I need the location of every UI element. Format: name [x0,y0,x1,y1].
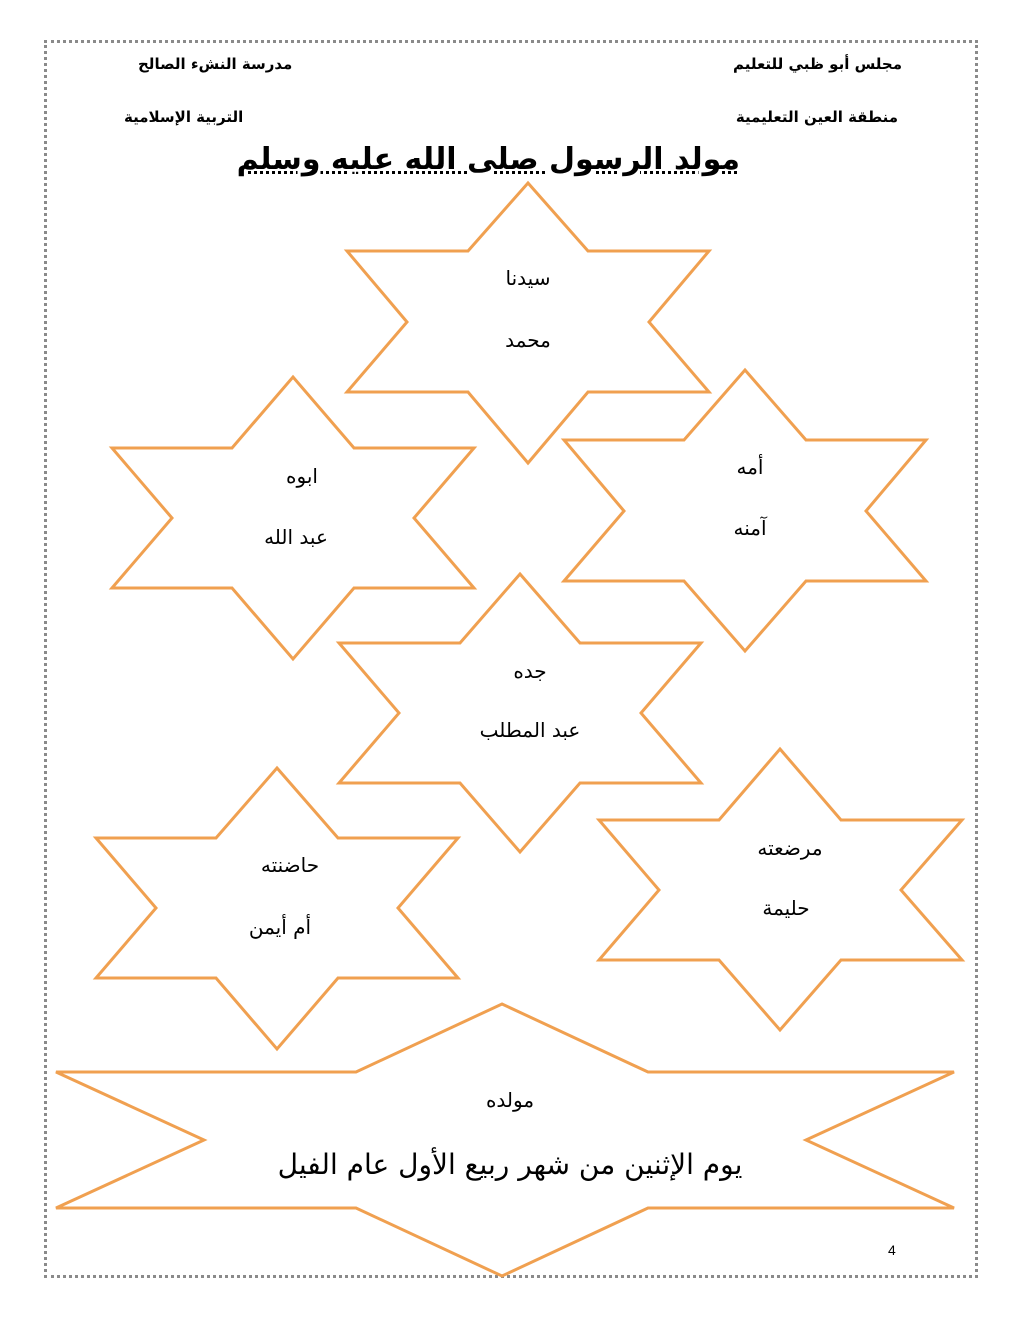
wetnurse-line2: حليمة [762,896,810,920]
star-father [112,377,474,659]
header-subject: التربية الإسلامية [124,108,244,126]
mother-line1: أمه [736,455,764,479]
father-line2: عبد الله [264,525,328,549]
star-prophet [347,183,709,463]
birth-shape [56,1004,954,1276]
star-wetnurse [599,749,962,1030]
header-school: مدرسة النشء الصالح [138,55,293,73]
prophet-line2: محمد [505,328,551,352]
nanny-line1: حاضنته [260,853,320,877]
wetnurse-line1: مرضعته [757,836,823,860]
prophet-line1: سيدنا [505,266,551,290]
mother-line2: آمنه [733,516,767,540]
star-grandfather [339,574,701,852]
star-mother [564,370,926,651]
grandfather-line1: جده [513,659,547,683]
birth-text: يوم الإثنين من شهر ربيع الأول عام الفيل [277,1148,743,1181]
birth-label: مولده [485,1088,535,1112]
header-council: مجلس أبو ظبي للتعليم [732,55,902,73]
star-nanny [96,768,458,1049]
nanny-line2: أم أيمن [248,915,312,939]
page-number: 4 [888,1242,896,1258]
header-zone: منطقة العين التعليمية [735,108,898,126]
grandfather-line2: عبد المطلب [479,718,581,742]
father-line1: ابوه [286,464,318,488]
page-title: مولد الرسول صلى الله عليه وسلم [236,142,740,177]
